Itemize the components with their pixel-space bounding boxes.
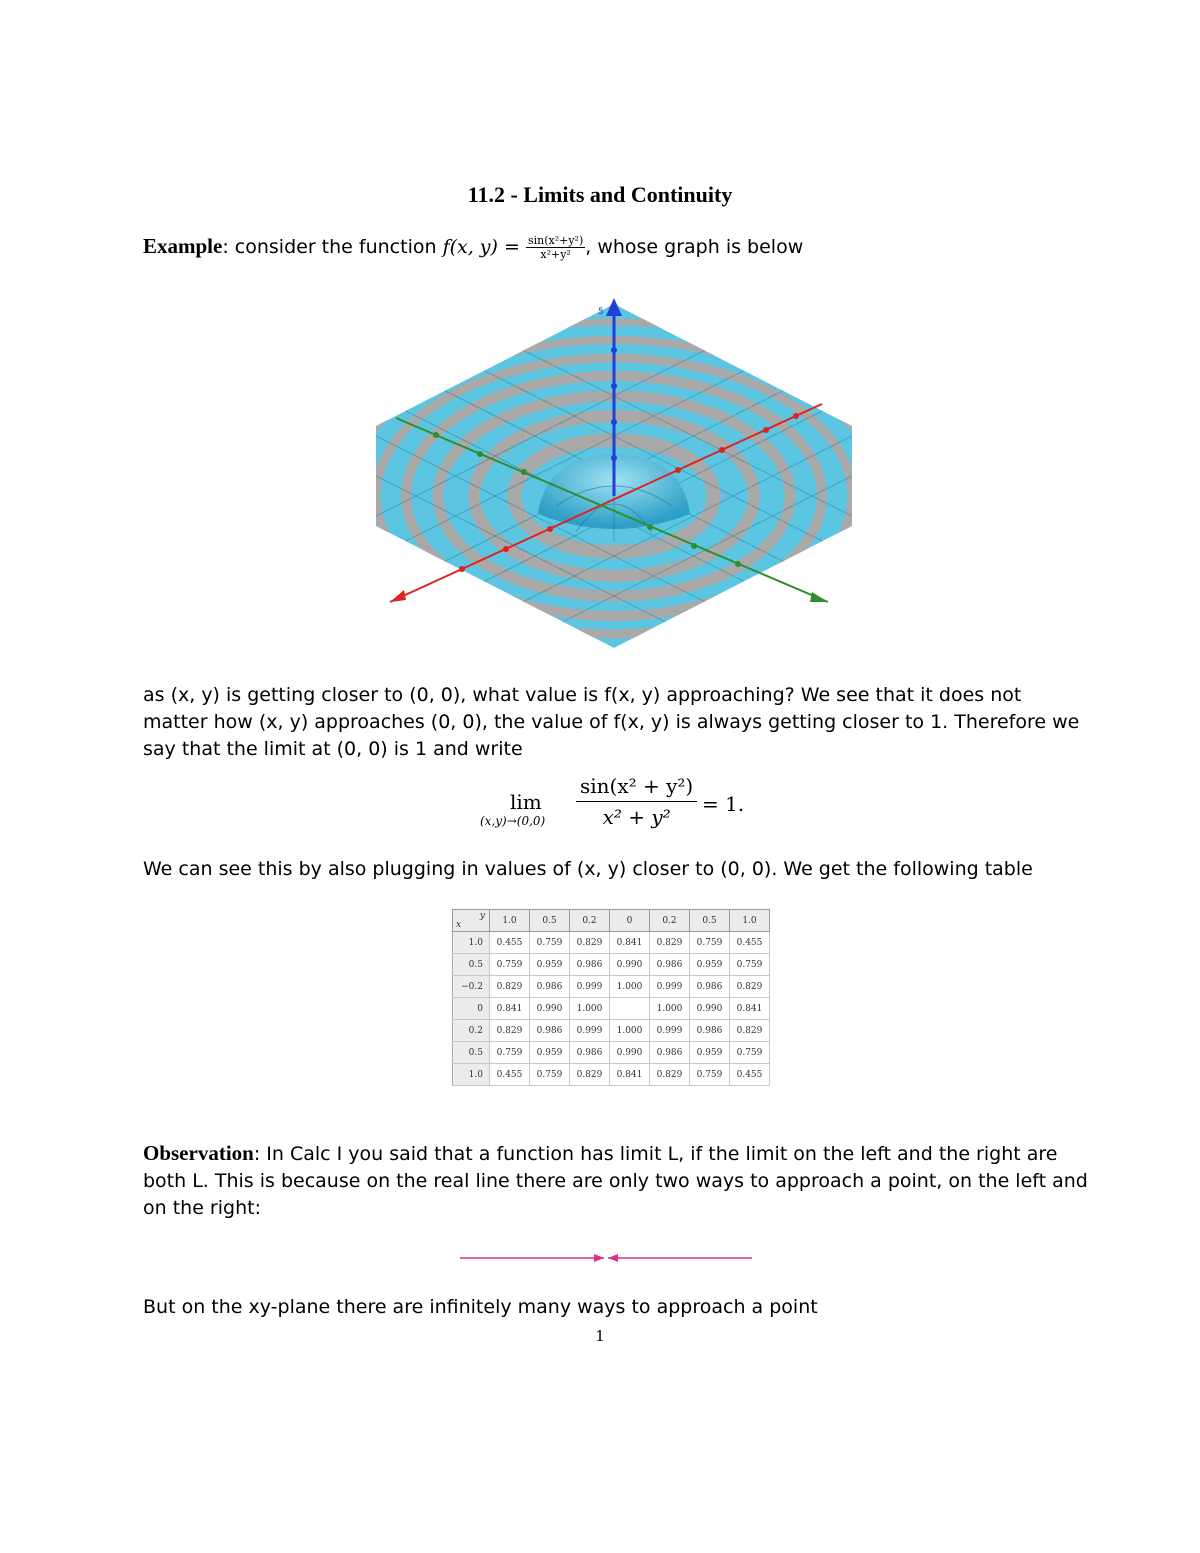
table-cell: 0.829 <box>490 1020 530 1042</box>
table-cell: 0.990 <box>690 998 730 1020</box>
example-text-after: , whose graph is below <box>585 236 804 258</box>
table-cell: 0.841 <box>490 998 530 1020</box>
inline-fraction-denominator: x²+y² <box>540 248 571 261</box>
table-cell: 0.829 <box>730 1020 770 1042</box>
observation-text: : In Calc I you said that a function has limit L, if the limit on the left and the right are both L. This is because on the real line there are only two ways to approach a point, on the left and on the right: <box>143 1143 1088 1219</box>
table-cell: 0.999 <box>650 976 690 998</box>
table-cell: 0.829 <box>570 932 610 954</box>
limit-numerator: sin(x² + y²) <box>576 774 697 802</box>
table-corner <box>453 910 490 932</box>
table-cell: 0.759 <box>690 1064 730 1086</box>
table-cell: 0.999 <box>650 1020 690 1042</box>
table-row <box>453 976 770 998</box>
table-cell: 0.759 <box>530 1064 570 1086</box>
paragraph-xy-plane: But on the xy-plane there are infinitely many ways to approach a point <box>143 1296 818 1318</box>
table-cell: 0.455 <box>490 932 530 954</box>
table-cell: 0.759 <box>490 954 530 976</box>
example-text-before: : consider the function <box>222 236 443 258</box>
table-column-header: 0.5 <box>690 910 730 932</box>
corner-y-label: y <box>479 911 485 921</box>
page-number: 1 <box>595 1327 605 1345</box>
surface-graph <box>376 296 852 656</box>
real-line-arrows <box>458 1250 754 1266</box>
table-cell: 1.000 <box>570 998 610 1020</box>
table-column-header: 0 <box>610 910 650 932</box>
table-cell: 1.000 <box>610 976 650 998</box>
table-cell: 0.999 <box>570 1020 610 1042</box>
table-cell: 0.990 <box>530 998 570 1020</box>
table-cell: 0.986 <box>650 1042 690 1064</box>
table-cell: 0.759 <box>730 954 770 976</box>
table-cell: 0.759 <box>690 932 730 954</box>
table-cell: 0.829 <box>490 976 530 998</box>
table-cell: 0.990 <box>610 1042 650 1064</box>
table-cell: 0.759 <box>490 1042 530 1064</box>
table-cell: 0.829 <box>730 976 770 998</box>
table-cell: 1.000 <box>610 1020 650 1042</box>
table-cell: 0.759 <box>530 932 570 954</box>
table-cell: 0.959 <box>530 954 570 976</box>
inline-fraction <box>526 234 585 261</box>
z-axis-label: 5 <box>598 307 604 317</box>
paragraph-limit-intro: as (x, y) is getting closer to (0, 0), what value is f(x, y) approaching? We see that it does not matter how (x, y) approaches (0, 0), the value of f(x, y) is always getting closer to 1. Therefore we say that the limit at (0, 0) is 1 and write <box>143 684 1080 760</box>
table-cell: 0.986 <box>570 954 610 976</box>
limit-result: = 1. <box>702 792 745 816</box>
table-row-header: 1.0 <box>453 1064 490 1086</box>
table-row <box>453 1064 770 1086</box>
inline-fraction-numerator: sin(x²+y²) <box>527 234 584 247</box>
limit-equation <box>480 772 780 836</box>
table-row <box>453 932 770 954</box>
limit-denominator: x² + y² <box>602 805 671 829</box>
table-cell: 0.986 <box>690 1020 730 1042</box>
table-cell: 0.986 <box>650 954 690 976</box>
observation-paragraph <box>143 1140 1088 1222</box>
table-column-header: 0.2 <box>570 910 610 932</box>
table-row <box>453 954 770 976</box>
table-row <box>453 1020 770 1042</box>
table-cell: 0.841 <box>610 932 650 954</box>
table-cell: 0.986 <box>570 1042 610 1064</box>
right-arrow-head <box>608 1254 618 1262</box>
table-cell: 0.999 <box>570 976 610 998</box>
table-cell: 0.990 <box>610 954 650 976</box>
table-header-row <box>453 910 770 932</box>
table-cell: 0.455 <box>490 1064 530 1086</box>
function-lhs: f(x, y) = <box>442 236 526 258</box>
table-column-header: 1.0 <box>730 910 770 932</box>
table-column-header: 0.2 <box>650 910 690 932</box>
table-row-header: 1.0 <box>453 932 490 954</box>
table-cell: 1.000 <box>650 998 690 1020</box>
table-cell: 0.841 <box>730 998 770 1020</box>
table-cell: 0.959 <box>690 1042 730 1064</box>
table-row-header: 0 <box>453 998 490 1020</box>
table-row-header: −0.2 <box>453 976 490 998</box>
observation-label: Observation <box>143 1141 254 1165</box>
table-cell: 0.986 <box>530 976 570 998</box>
table-column-header: 1.0 <box>490 910 530 932</box>
table-cell: 0.759 <box>730 1042 770 1064</box>
table-row-header: 0.5 <box>453 1042 490 1064</box>
values-table-wrapper <box>452 909 770 1086</box>
limit-operator: lim <box>510 790 542 814</box>
table-cell: 0.455 <box>730 932 770 954</box>
table-row-header: 0.2 <box>453 1020 490 1042</box>
table-cell <box>610 998 650 1020</box>
table-cell: 0.841 <box>610 1064 650 1086</box>
table-row <box>453 998 770 1020</box>
table-row-header: 0.5 <box>453 954 490 976</box>
corner-x-label: x <box>456 920 462 930</box>
table-cell: 0.986 <box>690 976 730 998</box>
paragraph-table-intro: We can see this by also plugging in values of (x, y) closer to (0, 0). We get the following table <box>143 858 1033 880</box>
table-cell: 0.959 <box>690 954 730 976</box>
limit-subscript: (x,y)→(0,0) <box>480 814 546 828</box>
table-row <box>453 1042 770 1064</box>
table-cell: 0.829 <box>650 1064 690 1086</box>
table-cell: 0.829 <box>650 932 690 954</box>
table-cell: 0.455 <box>730 1064 770 1086</box>
limit-fraction <box>576 774 697 829</box>
table-cell: 0.986 <box>530 1020 570 1042</box>
table-column-header: 0.5 <box>530 910 570 932</box>
example-label: Example <box>143 234 223 258</box>
values-table <box>452 909 770 1086</box>
table-cell: 0.959 <box>530 1042 570 1064</box>
left-arrow-head <box>594 1254 604 1262</box>
table-cell: 0.829 <box>570 1064 610 1086</box>
example-paragraph <box>143 233 1088 261</box>
page-title: 11.2 - Limits and Continuity <box>467 182 733 207</box>
